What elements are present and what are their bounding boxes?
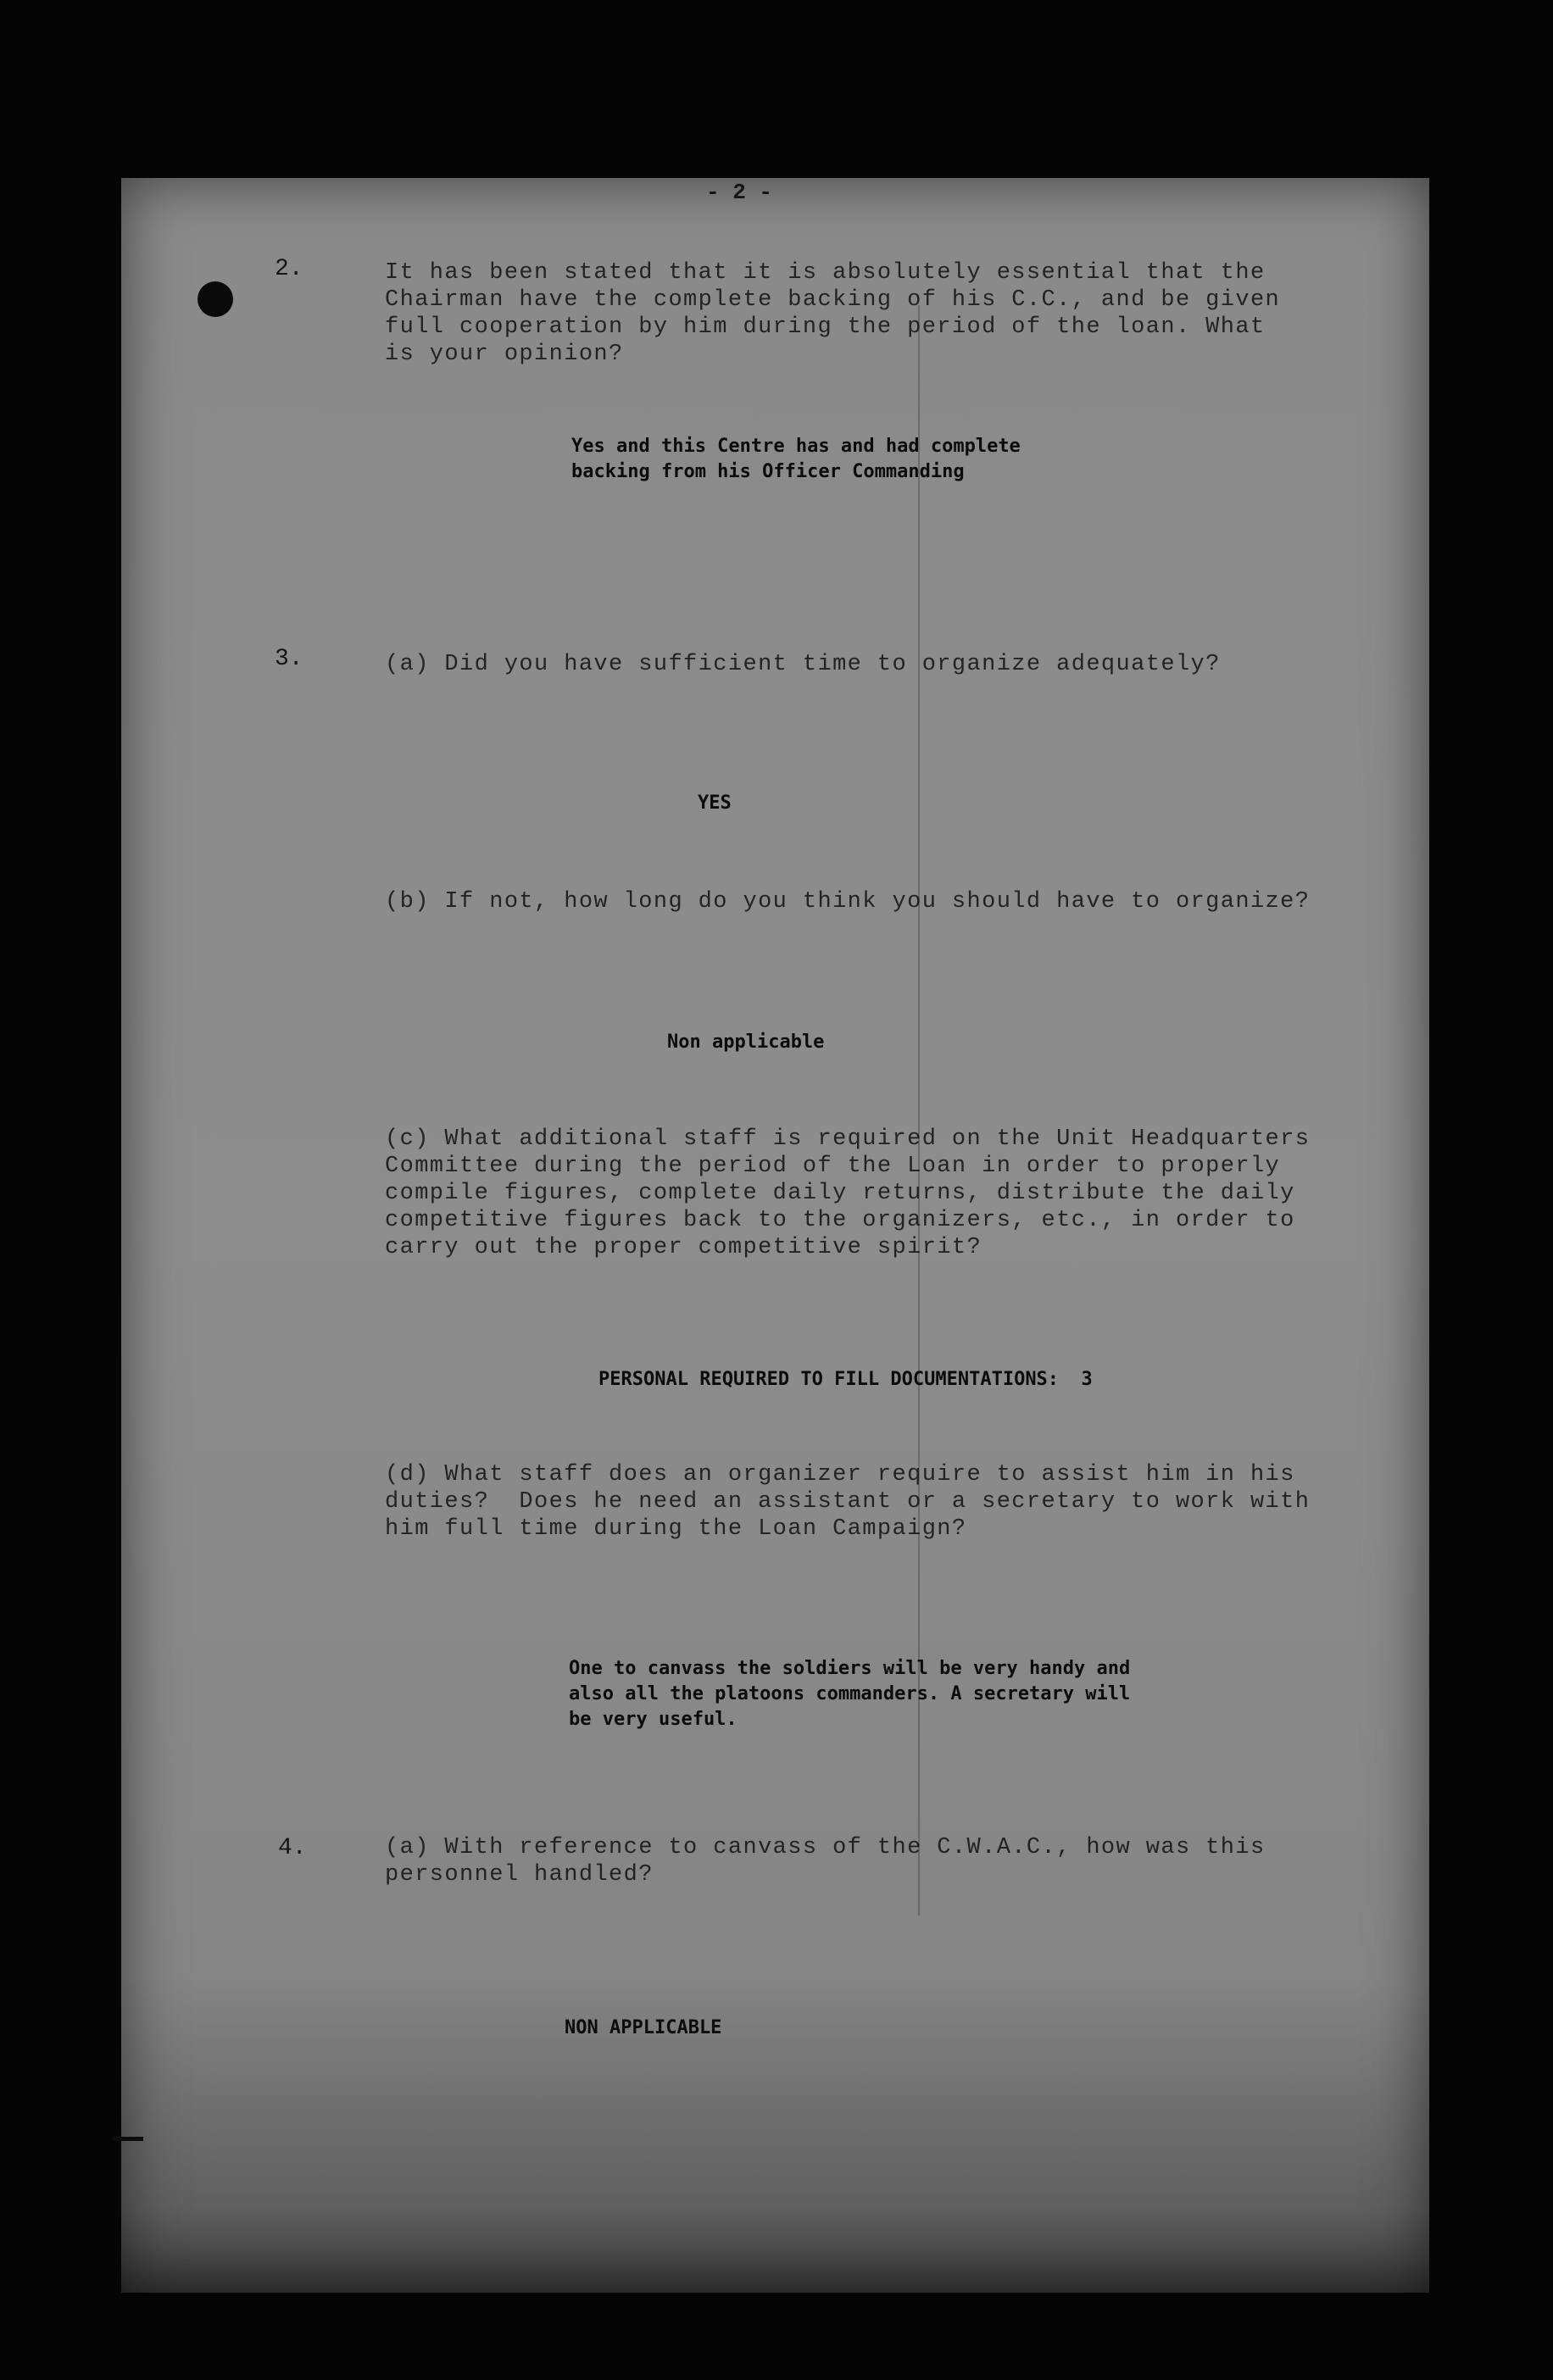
- document-page: [121, 178, 1429, 2293]
- punch-hole: [198, 281, 233, 317]
- question-4a-answer: NON APPLICABLE: [565, 2017, 722, 2038]
- question-3d-text: (d) What staff does an organizer require to assist him in his duties? Does he need an assistant or a secretary to work with him full time during the Loan Campaign?: [385, 1462, 1311, 1542]
- question-3c-text: (c) What additional staff is required on the Unit Headquarters Committee during the period of the Loan in order to properly compile figures, complete daily returns, distribute the daily competitive figures back to the organizers, etc., in order to carry out the proper competitive spirit?: [385, 1126, 1311, 1260]
- question-3-number: 3.: [275, 646, 303, 672]
- question-2-text: It has been stated that it is absolutely essential that the Chairman have the complete backing of his C.C., and be given full cooperation by him during the period of the loan. What is your opinion?: [385, 260, 1281, 367]
- page-number: - 2 -: [706, 180, 773, 205]
- question-2-answer: Yes and this Centre has and had complete backing from his Officer Commanding: [571, 436, 1021, 482]
- edge-mark: [113, 2137, 143, 2141]
- question-2-number: 2.: [275, 256, 303, 282]
- question-3a-text: (a) Did you have sufficient time to organize adequately?: [385, 652, 1221, 677]
- question-3d-answer: One to canvass the soldiers will be very handy and also all the platoons commanders. A secretary will be very useful.: [569, 1658, 1131, 1730]
- question-4-number: 4.: [278, 1835, 307, 1861]
- question-3c-answer: PERSONAL REQUIRED TO FILL DOCUMENTATIONS: 3: [598, 1369, 1093, 1390]
- question-3a-answer: YES: [698, 792, 732, 814]
- question-3b-answer: Non applicable: [667, 1032, 825, 1053]
- question-4a-text: (a) With reference to canvass of the C.W.A.C., how was this personnel handled?: [385, 1835, 1266, 1888]
- question-3b-text: (b) If not, how long do you think you should have to organize?: [385, 889, 1311, 915]
